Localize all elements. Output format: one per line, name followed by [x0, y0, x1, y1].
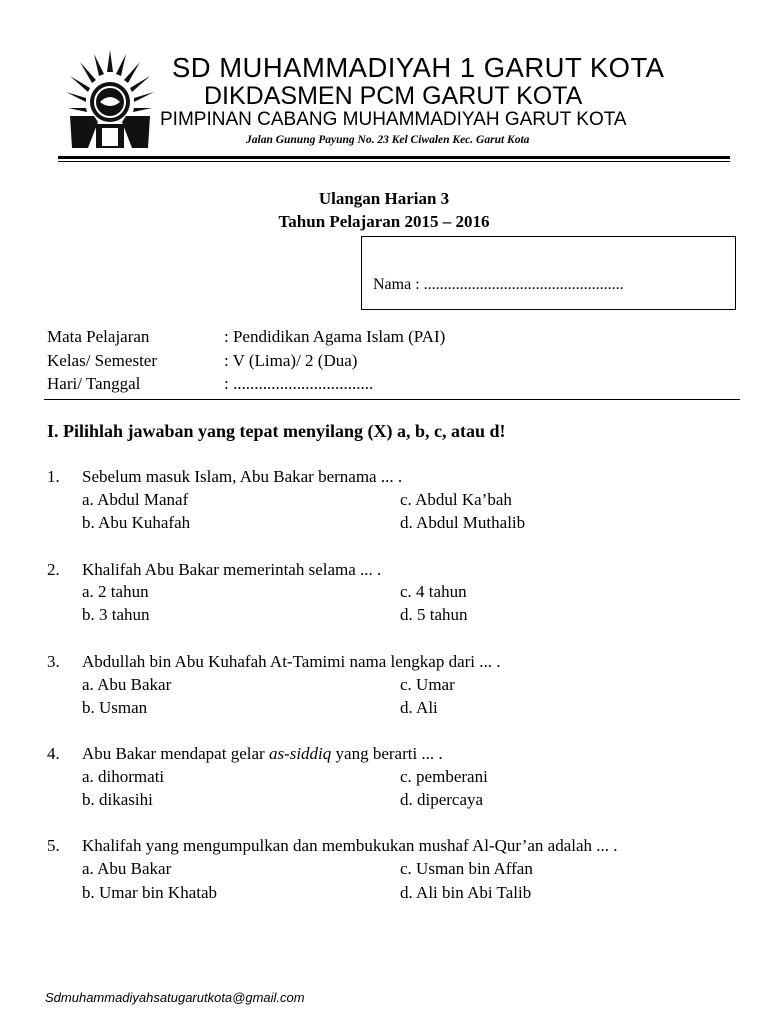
question-number: 1.: [47, 467, 60, 486]
header-rule: [58, 156, 730, 159]
option-a[interactable]: a. Abdul Manaf: [82, 490, 189, 509]
exam-year: Tahun Pelajaran 2015 – 2016: [278, 212, 490, 231]
question-text: Khalifah yang mengumpulkan dan membukukan mushaf Al-Qur’an adalah ... .: [82, 836, 618, 855]
footer-email: Sdmuhammadiyahsatugarutkota@gmail.com: [45, 990, 305, 1005]
header-rule-thin: [58, 161, 730, 162]
option-a[interactable]: a. Abu Bakar: [82, 675, 172, 694]
option-c[interactable]: c. Usman bin Affan: [400, 859, 533, 878]
question-number: 4.: [47, 744, 60, 763]
question-number: 2.: [47, 560, 60, 579]
question-number: 3.: [47, 652, 60, 671]
section-instructions: I. Pilihlah jawaban yang tepat menyilang (X) a, b, c, atau d!: [47, 421, 506, 441]
option-c[interactable]: c. pemberani: [400, 767, 488, 786]
option-b[interactable]: b. Usman: [82, 698, 148, 717]
pimpinan-title: PIMPINAN CABANG MUHAMMADIYAH GARUT KOTA: [160, 109, 627, 130]
info-value-class: : V (Lima)/ 2 (Dua): [224, 351, 358, 370]
exam-title: Ulangan Harian 3: [318, 189, 450, 208]
option-a[interactable]: a. dihormati: [82, 767, 165, 786]
dikdasmen-title: DIKDASMEN PCM GARUT KOTA: [204, 82, 583, 110]
option-b[interactable]: b. 3 tahun: [82, 605, 150, 624]
school-address: Jalan Gunung Payung No. 23 Kel Ciwalen Kec. Garut Kota: [246, 134, 530, 146]
question-number: 5.: [47, 836, 60, 855]
info-label-subject: Mata Pelajaran: [47, 327, 150, 346]
info-rule: [44, 399, 740, 400]
question-text: Abdullah bin Abu Kuhafah At-Tamimi nama lengkap dari ... .: [82, 652, 501, 671]
option-d[interactable]: d. Ali: [400, 698, 438, 717]
option-a[interactable]: a. 2 tahun: [82, 582, 149, 601]
name-field[interactable]: Nama : ..................................................: [373, 276, 624, 293]
question-text: Abu Bakar mendapat gelar as-siddiq yang berarti ... .: [82, 744, 443, 763]
option-c[interactable]: c. Umar: [400, 675, 455, 694]
question-text: Sebelum masuk Islam, Abu Bakar bernama ... .: [82, 467, 403, 486]
option-d[interactable]: d. Abdul Muthalib: [400, 513, 526, 532]
info-label-class: Kelas/ Semester: [47, 351, 157, 370]
option-a[interactable]: a. Abu Bakar: [82, 859, 172, 878]
option-c[interactable]: c. Abdul Ka’bah: [400, 490, 512, 509]
name-box: [361, 236, 736, 310]
option-d[interactable]: d. Ali bin Abi Talib: [400, 883, 532, 902]
question-text: Khalifah Abu Bakar memerintah selama ... .: [82, 560, 382, 579]
info-label-date: Hari/ Tanggal: [47, 374, 141, 393]
school-name: SD MUHAMMADIYAH 1 GARUT KOTA: [172, 52, 665, 83]
option-d[interactable]: d. 5 tahun: [400, 605, 468, 624]
option-d[interactable]: d. dipercaya: [400, 790, 484, 809]
info-value-date[interactable]: : .................................: [224, 374, 374, 393]
option-b[interactable]: b. Abu Kuhafah: [82, 513, 191, 532]
info-value-subject: : Pendidikan Agama Islam (PAI): [224, 327, 446, 346]
option-b[interactable]: b. Umar bin Khatab: [82, 883, 218, 902]
option-b[interactable]: b. dikasihi: [82, 790, 153, 809]
option-c[interactable]: c. 4 tahun: [400, 582, 467, 601]
muhammadiyah-logo: [64, 50, 156, 148]
